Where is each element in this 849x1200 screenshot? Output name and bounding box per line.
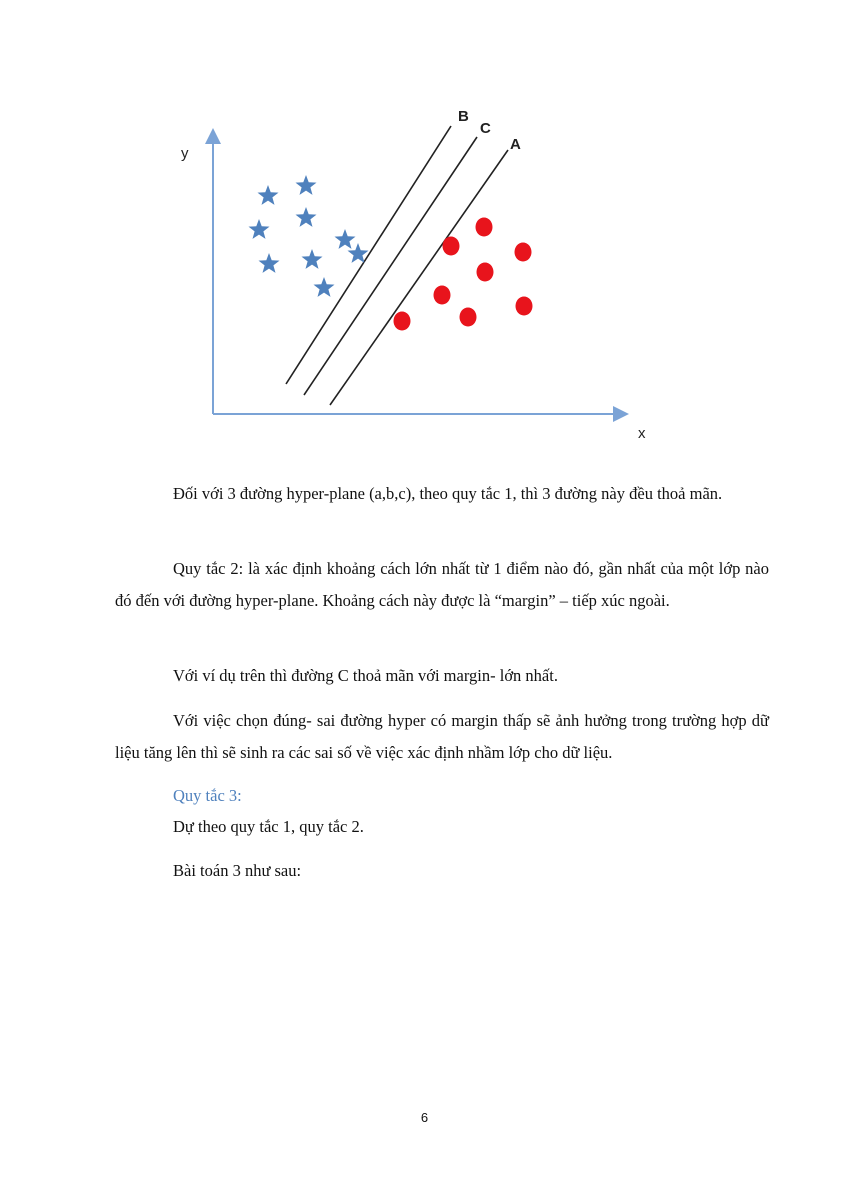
hyperplane-c xyxy=(304,137,477,395)
text-line-2: Bài toán 3 như sau: xyxy=(173,861,302,880)
star-icon xyxy=(249,219,270,239)
dot-icon xyxy=(460,308,477,327)
star-icon xyxy=(335,229,356,249)
dot-icon xyxy=(476,218,493,237)
dot-icon xyxy=(394,312,411,331)
paragraph-1: Đối với 3 đường hyper-plane (a,b,c), theo quy tắc 1, thì 3 đường này đều thoả mãn. xyxy=(173,484,723,503)
dot-icon xyxy=(516,297,533,316)
page-number: 6 xyxy=(420,1110,429,1125)
paragraph-2: Quy tắc 2: là xác định khoảng cách lớn nhất từ 1 điểm nào đó, gần nhất của một lớp nào đó đến với đường hyper-plane. Khoảng cách này được là “margin” – tiếp xúc ngoài. xyxy=(115,559,769,610)
dot-icon xyxy=(515,243,532,262)
line-label-b: B xyxy=(458,108,469,125)
x-axis-label: x xyxy=(638,425,646,442)
y-axis-label: y xyxy=(181,145,189,162)
svm-hyperplane-figure xyxy=(160,100,680,450)
line-label-c: C xyxy=(480,120,491,137)
star-icon xyxy=(296,175,317,195)
star-class-points xyxy=(249,175,369,297)
star-icon xyxy=(296,207,317,227)
dot-icon xyxy=(443,237,460,256)
paragraph-3: Với ví dụ trên thì đường C thoả mãn với margin- lớn nhất. xyxy=(173,666,558,685)
section-heading: Quy tắc 3: xyxy=(173,786,242,805)
star-icon xyxy=(302,249,323,269)
text-line-1: Dự theo quy tắc 1, quy tắc 2. xyxy=(173,817,364,836)
dot-class-points xyxy=(394,218,533,331)
dot-icon xyxy=(434,286,451,305)
dot-icon xyxy=(477,263,494,282)
star-icon xyxy=(314,277,335,297)
line-label-a: A xyxy=(510,136,521,153)
star-icon xyxy=(258,185,279,205)
paragraph-4: Với việc chọn đúng- sai đường hyper có margin thấp sẽ ảnh hưởng trong trường hợp dữ liệu tăng lên thì sẽ sinh ra các sai số về việc xác định nhầm lớp cho dữ liệu. xyxy=(115,711,769,762)
star-icon xyxy=(259,253,280,273)
